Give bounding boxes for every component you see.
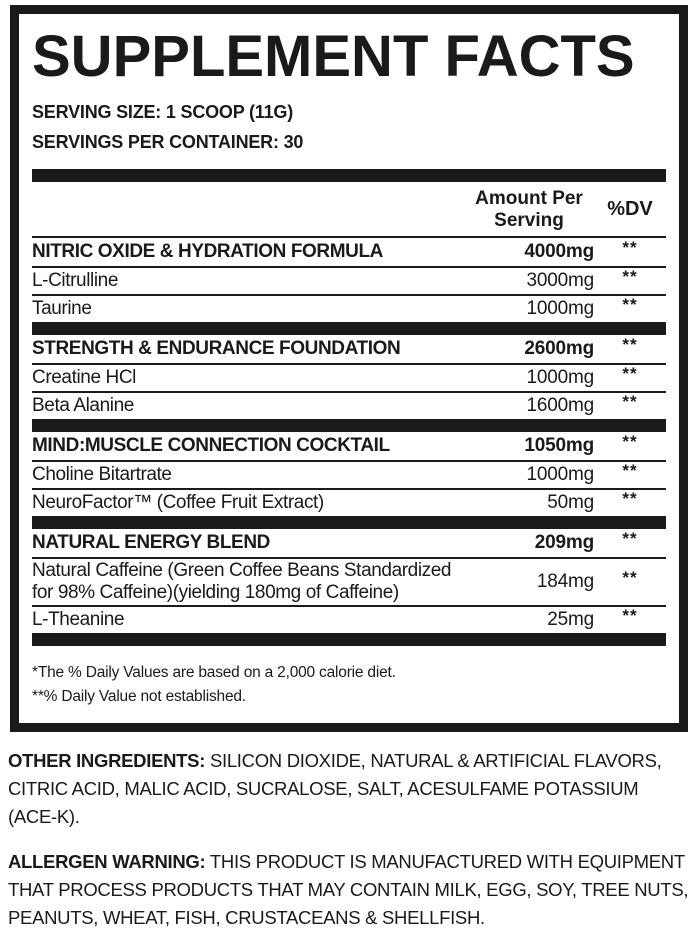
section-header-row — [32, 529, 666, 557]
allergen-warning-text: THIS PRODUCT IS MANUFACTURED WITH EQUIPMENT THAT PROCESS PRODUCTS THAT MAY CONTAIN MILK, EGG, SOY, TREE NUTS, PEANUTS, WHEAT, FISH, CRUSTACEANS & SHELLFISH. — [8, 850, 689, 928]
section-divider-bar — [32, 516, 666, 529]
supplement-facts-panel-inner — [19, 14, 679, 723]
amount-value: 184mg — [536, 570, 594, 592]
amount-value: 1600mg — [526, 394, 594, 416]
ingredient-row — [32, 266, 666, 294]
table-header-row — [32, 182, 666, 238]
ingredient-row — [32, 294, 666, 322]
ingredient-row — [32, 488, 666, 516]
footnote-daily-values: *The % Daily Values are based on a 2,000 calorie diet. — [32, 663, 396, 681]
section-divider-bar — [32, 322, 666, 335]
section-divider-bar — [32, 633, 666, 646]
dv-value: ** — [622, 266, 638, 286]
dv-value: ** — [622, 488, 638, 508]
amount-value: 1000mg — [526, 297, 594, 319]
serving-size-line: SERVING SIZE: 1 SCOOP (11G) — [32, 102, 294, 122]
percent-dv-header: %DV — [607, 198, 653, 221]
servings-per-container-line: SERVINGS PER CONTAINER: 30 — [32, 132, 304, 152]
section-header-row — [32, 238, 666, 266]
dv-value: ** — [622, 391, 638, 411]
ingredient-row — [32, 557, 666, 605]
supplement-label-page — [0, 5, 698, 928]
ingredient-name: NeuroFactor™ (Coffee Fruit Extract) — [32, 491, 324, 513]
dv-value: ** — [622, 363, 638, 383]
dv-value: ** — [622, 334, 638, 354]
amount-value: 3000mg — [526, 269, 594, 291]
footnotes — [32, 662, 666, 707]
ingredient-name: Choline Bitartrate — [32, 463, 172, 485]
ingredient-row — [32, 363, 666, 391]
bottom-text-block — [8, 747, 690, 932]
amount-per-serving-header: Amount Per Serving — [475, 188, 583, 231]
amount-value: 4000mg — [524, 240, 594, 262]
amount-value: 1000mg — [526, 366, 594, 388]
amount-value: 2600mg — [524, 337, 594, 359]
section-header-row — [32, 335, 666, 363]
dv-value: ** — [622, 460, 638, 480]
ingredient-name: Taurine — [32, 297, 92, 319]
amount-value: 50mg — [547, 491, 594, 513]
section-header-row — [32, 432, 666, 460]
other-ingredients-label: OTHER INGREDIENTS: — [8, 749, 206, 771]
allergen-warning-label: ALLERGEN WARNING: — [8, 850, 206, 872]
other-ingredients-text: SILICON DIOXIDE, NATURAL & ARTIFICIAL FLAVORS, CITRIC ACID, MALIC ACID, SUCRALOSE, SALT, ACESULFAME POTASSIUM (ACE-K). — [8, 749, 662, 827]
amount-value: 1000mg — [526, 463, 594, 485]
dv-value: ** — [622, 431, 638, 451]
ingredient-row — [32, 391, 666, 419]
dv-value: ** — [622, 605, 638, 625]
section-name: NATURAL ENERGY BLEND — [32, 531, 270, 553]
dv-value: ** — [622, 567, 638, 587]
ingredient-name: L-Citrulline — [32, 269, 119, 291]
section-divider-bar — [32, 419, 666, 432]
ingredient-name: Creatine HCl — [32, 366, 136, 388]
other-ingredients-paragraph — [8, 747, 690, 831]
section-name: NITRIC OXIDE & HYDRATION FORMULA — [32, 240, 384, 262]
section-name: STRENGTH & ENDURANCE FOUNDATION — [32, 337, 401, 359]
dv-value: ** — [622, 237, 638, 257]
facts-table — [32, 238, 666, 646]
page-title: SUPPLEMENT FACTS — [32, 24, 635, 89]
ingredient-row — [32, 460, 666, 488]
ingredient-name: Beta Alanine — [32, 394, 134, 416]
ingredient-name: L-Theanine — [32, 608, 125, 630]
amount-value: 25mg — [547, 608, 594, 630]
amount-value: 209mg — [534, 531, 594, 553]
section-divider-bar — [32, 169, 666, 182]
ingredient-row — [32, 605, 666, 633]
amount-value: 1050mg — [524, 434, 594, 456]
dv-value: ** — [622, 528, 638, 548]
dv-value: ** — [622, 294, 638, 314]
section-name: MIND:MUSCLE CONNECTION COCKTAIL — [32, 434, 390, 456]
ingredient-name: Natural Caffeine (Green Coffee Beans Standardized for 98% Caffeine)(yielding 180mg of Caffeine) — [32, 559, 452, 603]
supplement-facts-panel — [10, 5, 688, 732]
footnote-dv-not-established: **% Daily Value not established. — [32, 687, 246, 705]
